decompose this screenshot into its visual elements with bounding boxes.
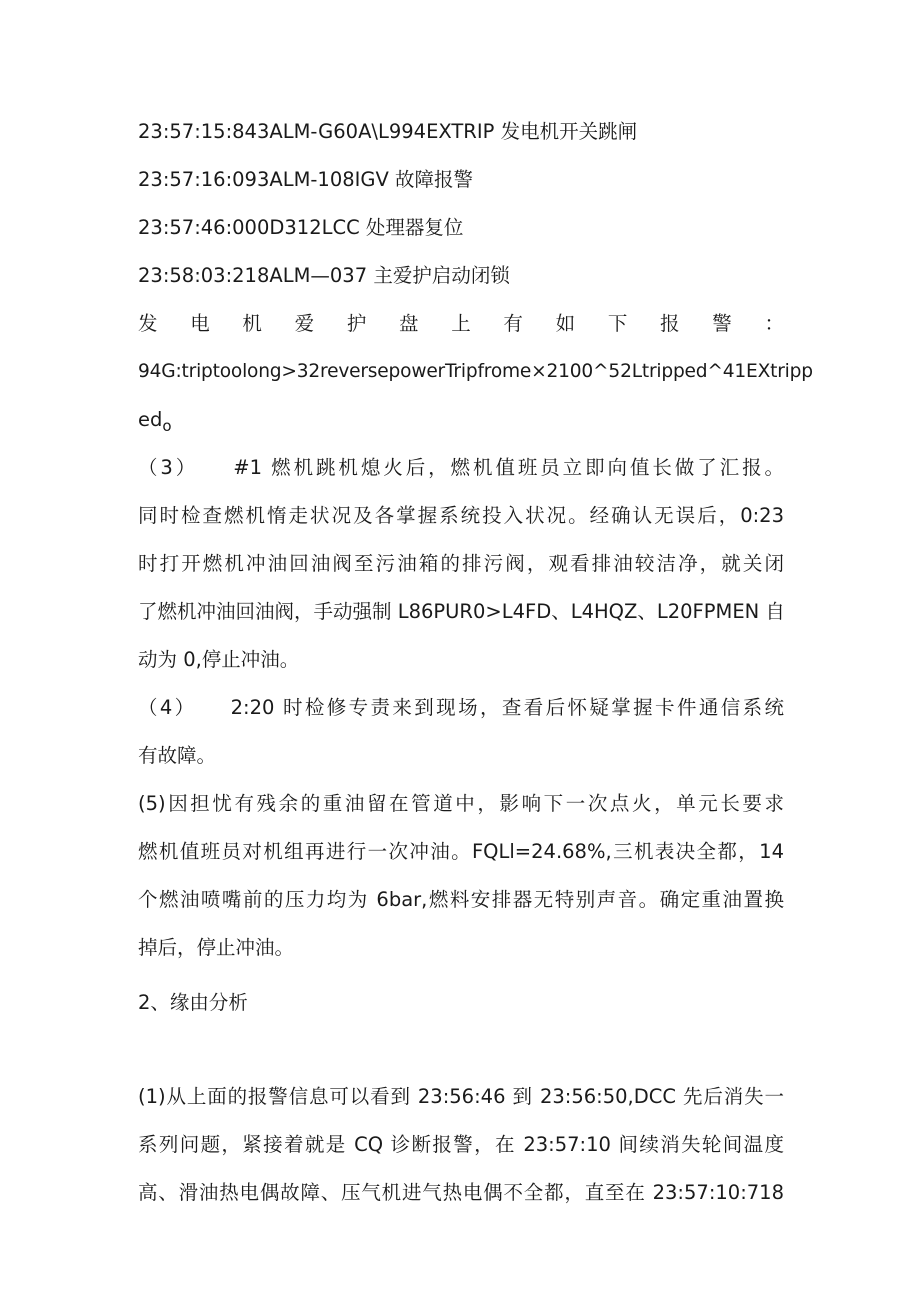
- heading-char: 如: [555, 312, 576, 335]
- heading-char: 盘: [399, 312, 419, 335]
- para-5-line-4: 掉后，停止冲油。: [138, 936, 295, 959]
- section-heading-cause-analysis: 2、缘由分析: [138, 991, 248, 1014]
- heading-char: 下: [607, 312, 628, 335]
- para-5-line-1: (5)因担忧有残余的重油留在管道中，影响下一次点火，单元长要求: [138, 792, 784, 815]
- analysis-line-3: 高、滑油热电偶故障、压气机进气热电偶不全都，直至在 23:57:10:718: [138, 1181, 784, 1204]
- para-5-line-2: 燃机值班员对机组再进行一次冲油。FQLl=24.68%,三机表决全都，14: [138, 840, 784, 863]
- heading-char: 报: [660, 312, 680, 335]
- heading-char: 护: [346, 312, 367, 335]
- para-3-line-4: 了燃机冲油回油阀，手动强制 L86PUR0>L4FD、L4HQZ、L20FPMEN 自: [138, 600, 785, 623]
- para-4-line-1: （4） 2:20 时检修专责来到现场，查看后怀疑掌握卡件通信系统: [138, 696, 784, 719]
- heading-char: 电: [190, 312, 210, 335]
- heading-char: 有: [503, 312, 523, 335]
- heading-char: 机: [242, 312, 262, 335]
- para-3-line-1: （3） #1 燃机跳机熄火后，燃机值班员立即向值长做了汇报。: [138, 456, 784, 479]
- para-3-line-5: 动为 0,停止冲油。: [138, 648, 300, 671]
- para-5-line-3: 个燃油喷嘴前的压力均为 6bar,燃料安排器无特别声音。确定重油置换: [138, 888, 784, 911]
- panel-alarm-codes-subscript: o: [162, 417, 172, 435]
- analysis-line-1: (1)从上面的报警信息可以看到 23:56:46 到 23:56:50,DCC 先后消失一: [138, 1085, 784, 1108]
- heading-char: 发: [138, 312, 158, 335]
- log-line-1: 23:57:15:843ALM-G60A\L994EXTRIP 发电机开关跳闸: [138, 120, 638, 143]
- heading-char: 爱: [294, 312, 315, 335]
- heading-char: ：: [764, 312, 784, 335]
- panel-alarm-heading: [138, 310, 784, 338]
- panel-alarm-codes: 94G:triptoolong>32reversepowerTripfrome×2100^52Ltripped^41EXtripp: [138, 361, 813, 382]
- panel-alarm-codes-end: [138, 406, 784, 435]
- log-line-2: 23:57:16:093ALM-108IGV 故障报警: [138, 168, 474, 191]
- panel-alarm-codes-tail: ed: [138, 408, 163, 431]
- analysis-line-2: 系列问题，紧接着就是 CQ 诊断报警，在 23:57:10 间续消失轮间温度: [138, 1133, 784, 1156]
- para-3-line-2: 同时检查燃机惰走状况及各掌握系统投入状况。经确认无误后，0:23: [138, 504, 784, 527]
- heading-char: 上: [451, 312, 471, 335]
- para-3-line-3: 时打开燃机冲油回油阀至污油箱的排污阀，观看排油较洁净，就关闭: [138, 552, 784, 575]
- log-line-4: 23:58:03:218ALM—037 主爱护启动闭锁: [138, 264, 510, 287]
- para-4-line-2: 有故障。: [138, 744, 217, 767]
- heading-char: 警: [712, 312, 732, 335]
- log-line-3: 23:57:46:000D312LCC 处理器复位: [138, 216, 464, 239]
